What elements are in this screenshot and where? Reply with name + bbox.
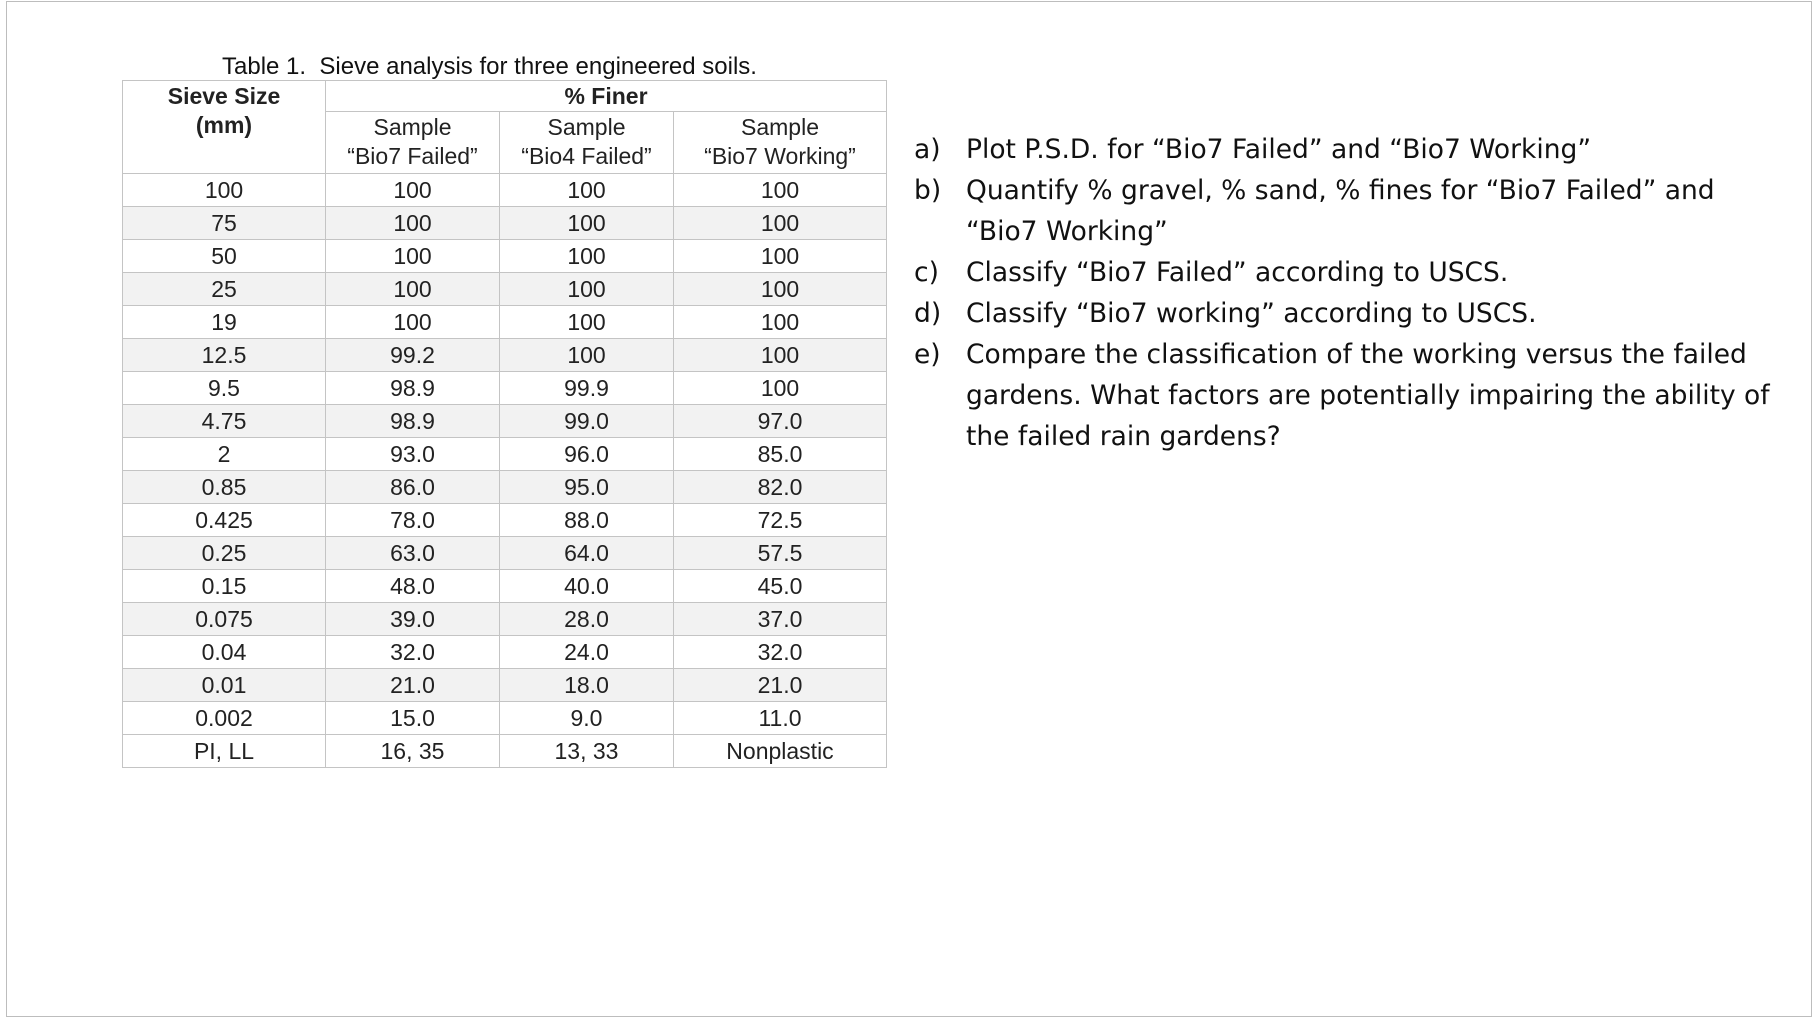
percent-finer-cell: 100	[326, 207, 500, 240]
percent-finer-cell: 100	[500, 240, 674, 273]
table-row	[123, 537, 887, 570]
table-row	[123, 570, 887, 603]
percent-finer-cell: 82.0	[674, 471, 887, 504]
table-row	[123, 174, 887, 207]
percent-finer-cell: 45.0	[674, 570, 887, 603]
percent-finer-cell: 100	[500, 339, 674, 372]
plasticity-row	[123, 735, 887, 768]
sieve-size-cell: 2	[123, 438, 326, 471]
percent-finer-cell: 100	[500, 273, 674, 306]
percent-finer-cell: 96.0	[500, 438, 674, 471]
percent-finer-cell: 93.0	[326, 438, 500, 471]
plasticity-value-cell: 13, 33	[500, 735, 674, 768]
percent-finer-cell: 98.9	[326, 372, 500, 405]
percent-finer-cell: 100	[674, 306, 887, 339]
sieve-size-cell: 25	[123, 273, 326, 306]
table-row	[123, 240, 887, 273]
percent-finer-cell: 100	[674, 372, 887, 405]
percent-finer-cell: 97.0	[674, 405, 887, 438]
percent-finer-cell: 100	[500, 207, 674, 240]
sieve-size-cell: 0.01	[123, 669, 326, 702]
table-row	[123, 207, 887, 240]
percent-finer-cell: 100	[674, 207, 887, 240]
table-row	[123, 504, 887, 537]
sieve-size-header	[123, 81, 326, 174]
percent-finer-cell: 100	[674, 174, 887, 207]
sieve-size-cell: 12.5	[123, 339, 326, 372]
table-caption: Table 1. Sieve analysis for three engineered soils.	[222, 53, 757, 80]
percent-finer-cell: 95.0	[500, 471, 674, 504]
sample-header-bio7-failed	[326, 112, 500, 174]
percent-finer-cell: 18.0	[500, 669, 674, 702]
question-text: Quantify % gravel, % sand, % fines for “Bio7 Failed” and “Bio7 Working”	[966, 175, 1715, 247]
sample-header-line2: “Bio4 Failed”	[521, 143, 652, 169]
percent-finer-cell: 32.0	[674, 636, 887, 669]
sieve-size-unit: (mm)	[195, 112, 253, 138]
table-row	[123, 372, 887, 405]
percent-finer-cell: 39.0	[326, 603, 500, 636]
sieve-size-cell: 0.04	[123, 636, 326, 669]
plasticity-value-cell: Nonplastic	[674, 735, 887, 768]
question-text: Compare the classification of the working versus the failed gardens. What factors are potentially impairing the ability of the failed rain gardens?	[966, 339, 1770, 452]
percent-finer-cell: 78.0	[326, 504, 500, 537]
table-row	[123, 471, 887, 504]
table-row	[123, 405, 887, 438]
percent-finer-cell: 24.0	[500, 636, 674, 669]
sample-header-line1: Sample	[741, 114, 819, 140]
question-marker: a)	[914, 134, 941, 165]
question-item	[914, 252, 1794, 293]
sample-header-line1: Sample	[547, 114, 626, 140]
percent-finer-cell: 100	[326, 306, 500, 339]
sieve-size-cell: 0.25	[123, 537, 326, 570]
sieve-size-cell: 0.15	[123, 570, 326, 603]
table-row	[123, 438, 887, 471]
question-text: Classify “Bio7 Failed” according to USCS.	[966, 257, 1509, 288]
percent-finer-cell: 37.0	[674, 603, 887, 636]
question-item	[914, 293, 1794, 334]
percent-finer-cell: 88.0	[500, 504, 674, 537]
percent-finer-cell: 72.5	[674, 504, 887, 537]
sieve-size-cell: 4.75	[123, 405, 326, 438]
sieve-size-cell: 0.425	[123, 504, 326, 537]
percent-finer-cell: 100	[326, 174, 500, 207]
sieve-analysis-table	[122, 80, 887, 768]
question-text: Plot P.S.D. for “Bio7 Failed” and “Bio7 Working”	[966, 134, 1592, 165]
percent-finer-cell: 11.0	[674, 702, 887, 735]
percent-finer-cell: 48.0	[326, 570, 500, 603]
percent-finer-cell: 99.9	[500, 372, 674, 405]
percent-finer-cell: 57.5	[674, 537, 887, 570]
percent-finer-cell: 32.0	[326, 636, 500, 669]
sieve-size-cell: 9.5	[123, 372, 326, 405]
percent-finer-cell: 9.0	[500, 702, 674, 735]
sieve-size-cell: 19	[123, 306, 326, 339]
percent-finer-cell: 99.2	[326, 339, 500, 372]
sieve-size-cell: 0.075	[123, 603, 326, 636]
percent-finer-cell: 100	[500, 174, 674, 207]
plasticity-value-cell: 16, 35	[326, 735, 500, 768]
question-marker: e)	[914, 339, 941, 370]
sieve-size-label: Sieve Size	[167, 83, 281, 109]
table-row	[123, 603, 887, 636]
table-row	[123, 339, 887, 372]
table-row	[123, 273, 887, 306]
percent-finer-cell: 100	[326, 273, 500, 306]
sieve-table-body	[123, 174, 887, 768]
percent-finer-header: % Finer	[326, 81, 887, 112]
sieve-size-cell: 0.85	[123, 471, 326, 504]
question-text: Classify “Bio7 working” according to USCS.	[966, 298, 1537, 329]
sample-header-line1: Sample	[373, 114, 452, 140]
sample-header-line2: “Bio7 Failed”	[347, 143, 478, 169]
percent-finer-cell: 100	[500, 306, 674, 339]
percent-finer-cell: 86.0	[326, 471, 500, 504]
document-page	[6, 1, 1812, 1017]
percent-finer-cell: 100	[674, 273, 887, 306]
sample-header-line2: “Bio7 Working”	[704, 143, 856, 169]
percent-finer-cell: 99.0	[500, 405, 674, 438]
question-list	[914, 129, 1794, 457]
sample-header-bio7-working	[674, 112, 887, 174]
percent-finer-cell: 40.0	[500, 570, 674, 603]
percent-finer-cell: 100	[674, 240, 887, 273]
table-row	[123, 636, 887, 669]
sieve-size-cell: 0.002	[123, 702, 326, 735]
table-row	[123, 306, 887, 339]
question-item	[914, 129, 1794, 170]
question-marker: d)	[914, 298, 942, 329]
sieve-size-cell: 100	[123, 174, 326, 207]
percent-finer-cell: 28.0	[500, 603, 674, 636]
question-marker: c)	[914, 257, 939, 288]
percent-finer-cell: 21.0	[326, 669, 500, 702]
percent-finer-cell: 85.0	[674, 438, 887, 471]
percent-finer-cell: 64.0	[500, 537, 674, 570]
question-item	[914, 334, 1794, 457]
table-row	[123, 669, 887, 702]
percent-finer-cell: 100	[326, 240, 500, 273]
percent-finer-cell: 98.9	[326, 405, 500, 438]
sieve-size-cell: 75	[123, 207, 326, 240]
table-row	[123, 702, 887, 735]
percent-finer-cell: 21.0	[674, 669, 887, 702]
question-item	[914, 170, 1794, 252]
percent-finer-cell: 15.0	[326, 702, 500, 735]
plasticity-label-cell: PI, LL	[123, 735, 326, 768]
sample-header-bio4-failed	[500, 112, 674, 174]
sieve-size-cell: 50	[123, 240, 326, 273]
percent-finer-cell: 100	[674, 339, 887, 372]
percent-finer-cell: 63.0	[326, 537, 500, 570]
question-marker: b)	[914, 175, 942, 206]
